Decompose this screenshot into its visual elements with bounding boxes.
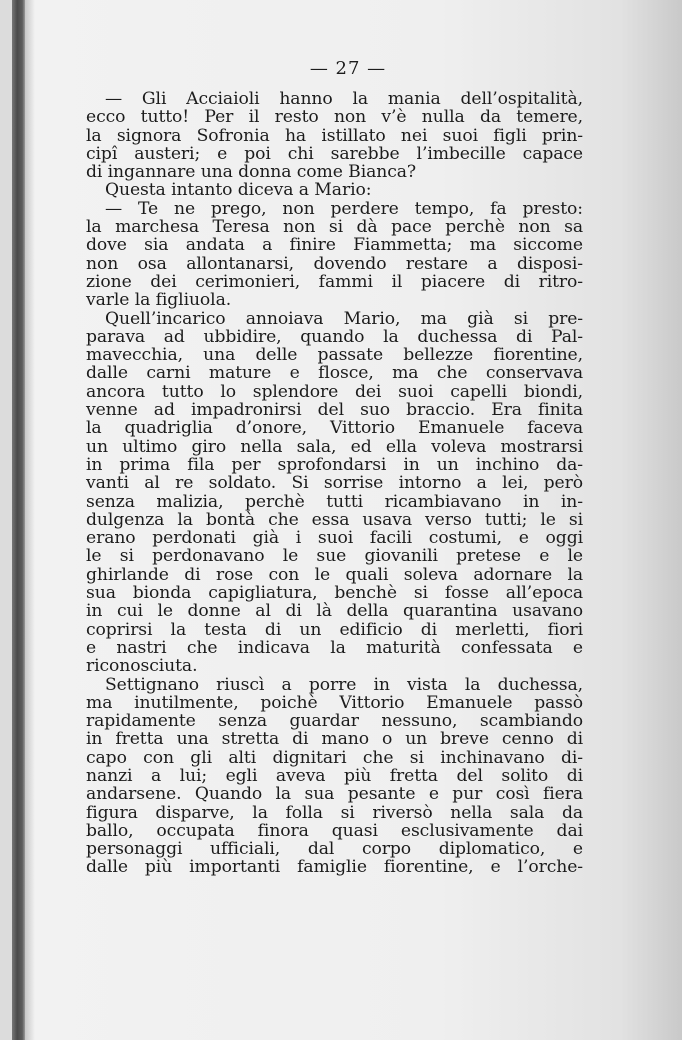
text-line: in fretta una stretta di mano o un breve cenno di [86,729,583,750]
text-line: dove sia andata a finire Fiammetta; ma siccome [86,235,583,256]
text-line: le si perdonavano le sue giovanili pretese e le [86,546,583,567]
gutter-shadow [25,0,35,1040]
text-line: in prima fila per sprofondarsi in un inchino da- [86,454,583,475]
text-line: sua bionda capigliatura, benchè si fosse all’epoca [86,583,583,604]
text-line: — Te ne prego, non perdere tempo, fa presto: [105,198,583,219]
text-line: ma inutilmente, poichè Vittorio Emanuele passò [86,692,583,713]
text-line: dulgenza la bontà che essa usava verso tutti; le si [86,509,583,530]
text-line: mavecchia, una delle passate bellezze fiorentine, [86,345,583,366]
text-line: Quell’incarico annoiava Mario, ma già si pre- [105,308,583,329]
text-line: riconosciuta. [86,656,198,677]
text-line: zione dei cerimonieri, fammi il piacere di ritro- [86,271,583,292]
text-line: dalle carni mature e flosce, ma che conservava [86,363,583,384]
text-line: nanzi a lui; egli aveva più fretta del solito di [86,765,583,786]
text-line: senza malizia, perchè tutti ricambiavano in in- [86,491,583,512]
text-line: ballo, occupata finora quasi esclusivamente dai [86,820,583,841]
text-line: erano perdonati già i suoi facili costumi, e oggi [86,528,583,549]
text-line: in cui le donne al di là della quarantina usavano [86,601,583,622]
text-line: ghirlande di rose con le quali soleva adornare la [86,564,583,585]
text-line: venne ad impadronirsi del suo braccio. Era finita [86,400,583,421]
text-line: personaggi ufficiali, dal corpo diplomatico, e [86,839,583,860]
text-line: varle la figliuola. [86,290,232,311]
text-line: Settignano riuscì a porre in vista la duchessa, [105,674,583,695]
text-line: la marchesa Teresa non si dà pace perchè non sa [86,217,583,238]
text-line: — Gli Acciaioli hanno la mania dell’ospitalità, [105,89,583,109]
page-number: — 27 — [309,58,387,79]
text-line: figura disparve, la folla si riversò nella sala da [86,802,583,823]
text-line: capo con gli alti dignitari che si inchinavano di- [86,747,583,768]
text-line: vanti al re soldato. Si sorrise intorno a lei, però [86,473,583,494]
body-text [86,90,583,877]
text-line: coprirsi la testa di un edificio di merletti, fiori [86,619,583,640]
book-spine-shadow [12,0,25,1040]
text-line: la signora Sofronia ha istillato nei suoi figli prin- [86,125,583,146]
text-line: un ultimo giro nella sala, ed ella voleva mostrarsi [86,436,583,457]
text-line: la quadriglia d’onore, Vittorio Emanuele faceva [86,418,583,439]
text-line: dalle più importanti famiglie fiorentine, e l’orche- [86,857,583,878]
text-line: non osa allontanarsi, dovendo restare a disposi- [86,253,583,274]
text-line: ancora tutto lo splendore dei suoi capelli biondi, [86,381,583,402]
text-line: rapidamente senza guardar nessuno, scambiando [86,711,583,732]
text-line: andarsene. Quando la sua pesante e pur così fiera [86,784,583,805]
text-line: ecco tutto! Per il resto non v’è nulla da temere, [86,107,583,128]
text-line: di ingannare una donna come Bianca? [86,162,417,183]
text-line: Questa intanto diceva a Mario: [105,180,372,201]
page-edge [0,0,12,1040]
text-line: parava ad ubbidire, quando la duchessa di Pal- [86,326,583,347]
text-line: cipî austeri; e poi chi sarebbe l’imbecille capace [86,143,583,164]
text-line: e nastri che indicava la maturità confessata e [86,637,583,658]
